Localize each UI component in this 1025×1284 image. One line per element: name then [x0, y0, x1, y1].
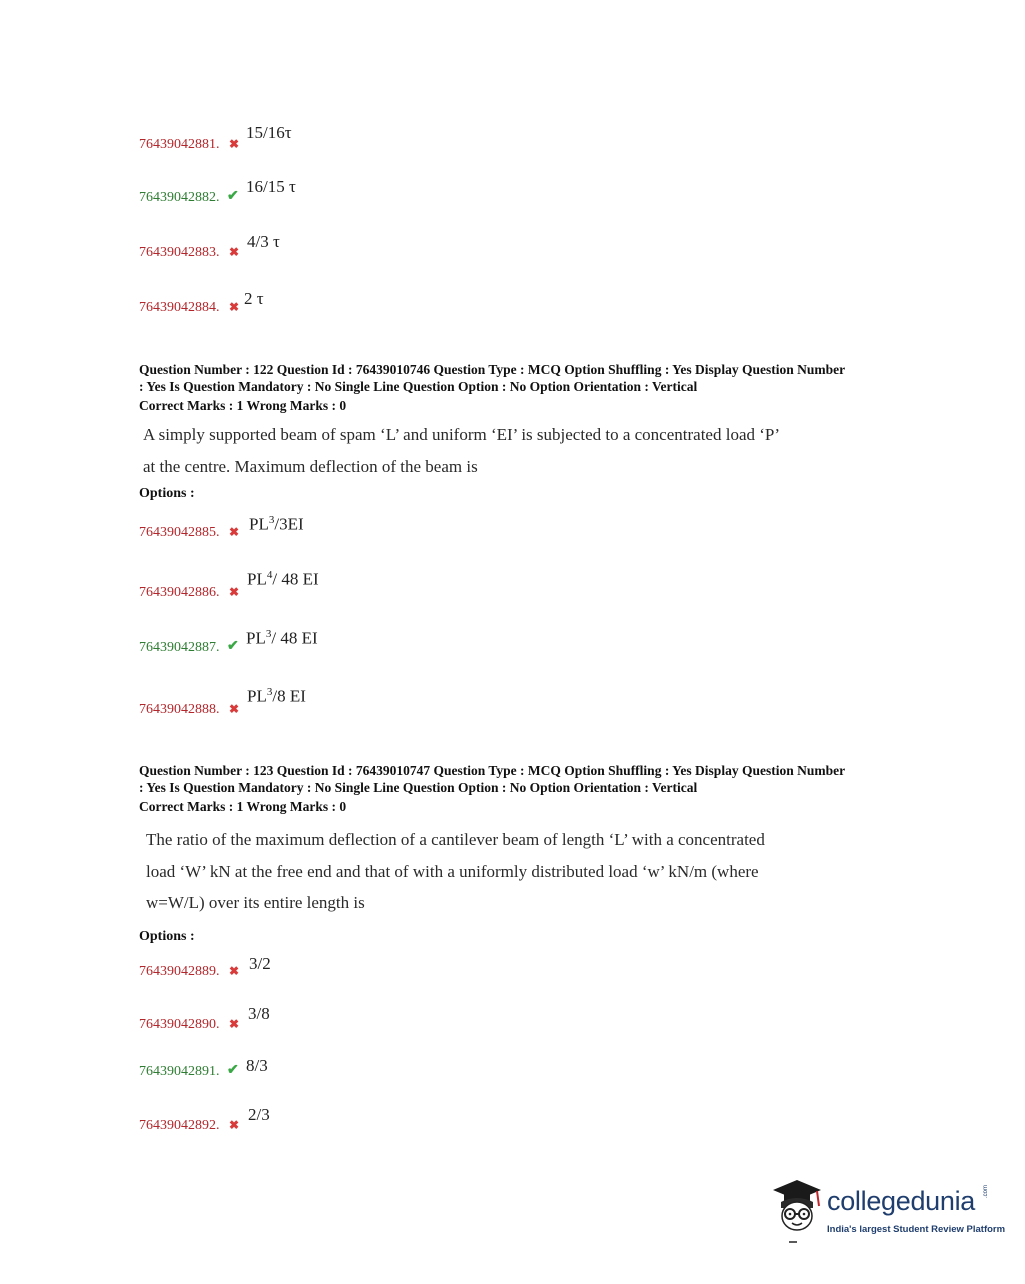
option-id: 76439042889. [139, 964, 220, 979]
brand-name: collegedunia [827, 1186, 976, 1216]
question-text-line2: at the centre. Maximum deflection of the beam is [143, 457, 478, 476]
question-meta-line2: : Yes Is Question Mandatory : No Single Line Question Option : No Option Orientation : Vertical [139, 780, 698, 795]
question-marks: Correct Marks : 1 Wrong Marks : 0 [139, 398, 347, 413]
option-text: $PL^3/3EI$ [249, 514, 304, 534]
question-text-line3: w=W/L) over its entire length is [146, 893, 365, 912]
option-id: 76439042885. [139, 525, 220, 540]
option-id: 76439042886. [139, 585, 220, 600]
option-text: 3/2 [249, 954, 271, 973]
option-id: 76439042891. [139, 1064, 220, 1079]
wrong-icon: ✖ [229, 245, 240, 259]
option-text: 3/8 [248, 1004, 270, 1023]
brand-tld: .com [983, 1184, 989, 1198]
option-text: 2 τ [244, 289, 264, 308]
option-text: 16/15 τ [246, 177, 296, 196]
option-text: $PL^3/8$ EI [247, 686, 306, 706]
option-text: 2/3 [248, 1105, 270, 1124]
options-label: Options : [139, 929, 195, 944]
wrong-icon: ✖ [229, 300, 240, 314]
collegedunia-logo [767, 1176, 1006, 1246]
question-marks: Correct Marks : 1 Wrong Marks : 0 [139, 799, 347, 814]
wrong-icon: ✖ [229, 525, 240, 539]
option-text: 4/3 τ [247, 232, 280, 251]
option-id: 76439042884. [139, 300, 220, 315]
question-meta-line1: Question Number : 123 Question Id : 76439010747 Question Type : MCQ Option Shuffling : Yes Display Question Number [139, 763, 846, 778]
option-id: 76439042883. [139, 245, 220, 260]
wrong-icon: ✖ [229, 1017, 240, 1031]
option-id: 76439042890. [139, 1017, 220, 1032]
wrong-icon: ✖ [229, 585, 240, 599]
wrong-icon: ✖ [229, 702, 240, 716]
option-id: 76439042882. [139, 190, 220, 205]
check-icon: ✔ [227, 639, 239, 654]
check-icon: ✔ [227, 189, 239, 204]
question-meta-line2: : Yes Is Question Mandatory : No Single Line Question Option : No Option Orientation : Vertical [139, 379, 698, 394]
option-id: 76439042888. [139, 702, 220, 717]
option-id: 76439042881. [139, 137, 220, 152]
option-text: $PL^3/$ 48 EI [246, 628, 318, 648]
question-text-line2: load ‘W’ kN at the free end and that of with a uniformly distributed load ‘w’ kN/m (where [146, 862, 759, 881]
wrong-icon: ✖ [229, 1118, 240, 1132]
wrong-icon: ✖ [229, 137, 240, 151]
question-meta-line1: Question Number : 122 Question Id : 76439010746 Question Type : MCQ Option Shuffling : Yes Display Question Number [139, 362, 846, 377]
option-id: 76439042892. [139, 1118, 220, 1133]
mascot-icon [767, 1176, 827, 1246]
option-text: $PL^4/$ 48 EI [247, 569, 319, 589]
question-text-line1: The ratio of the maximum deflection of a cantilever beam of length ‘L’ with a concentrated [146, 830, 765, 849]
option-text: 8/3 [246, 1056, 268, 1075]
option-text: 15/16τ [246, 123, 292, 142]
wrong-icon: ✖ [229, 964, 240, 978]
brand-tagline: India's largest Student Review Platform [827, 1224, 1006, 1235]
option-id: 76439042887. [139, 640, 220, 655]
options-label: Options : [139, 486, 195, 501]
check-icon: ✔ [227, 1063, 239, 1078]
question-text-line1: A simply supported beam of spam ‘L’ and uniform ‘EI’ is subjected to a concentrated load ‘P’ [143, 425, 781, 444]
